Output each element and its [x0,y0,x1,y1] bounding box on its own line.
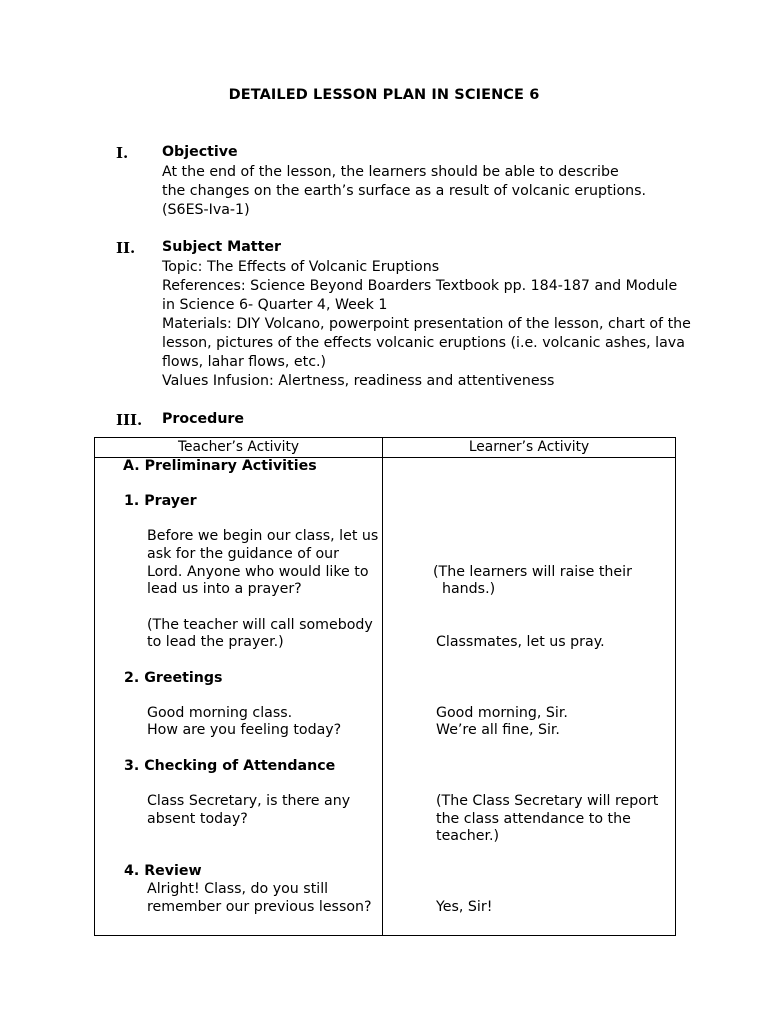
teacher-line: Alright! Class, do you still [147,881,329,897]
teacher-line: to lead the prayer.) [147,634,284,650]
teacher-line: Lord. Anyone who would like to [147,564,369,580]
objective-line: (S6ES-Iva-1) [162,202,250,218]
table-header-row [95,438,676,458]
subject-matter-line: lesson, pictures of the effects volcanic eruptions (i.e. volcanic ashes, lava [162,335,685,351]
teacher-line: How are you feeling today? [147,722,342,738]
teacher-line: Good morning class. [147,705,293,721]
learner-activity-header: Learner’s Activity [383,438,676,458]
teacher-activity-header: Teacher’s Activity [95,438,383,458]
document-title: DETAILED LESSON PLAN IN SCIENCE 6 [228,87,540,103]
learner-line: the class attendance to the [436,811,631,827]
objective-line: At the end of the lesson, the learners should be able to describe [162,164,619,180]
learner-line: hands.) [442,581,496,597]
learner-line: (The Class Secretary will report [436,793,659,809]
subject-matter-line: Materials: DIY Volcano, powerpoint presentation of the lesson, chart of the [162,316,691,332]
teacher-line: (The teacher will call somebody [147,617,373,633]
subject-matter-heading: Subject Matter [162,239,281,255]
procedure-heading: Procedure [162,411,245,427]
teacher-line: Before we begin our class, let us [147,528,379,544]
subject-matter-line: in Science 6- Quarter 4, Week 1 [162,297,388,313]
subject-matter-line: Topic: The Effects of Volcanic Eruptions [162,259,440,275]
preliminary-activities-heading: A. Preliminary Activities [123,458,317,474]
prayer-heading: 1. Prayer [124,493,197,509]
subject-matter-numeral: II. [116,239,136,257]
procedure-table [94,437,676,936]
teacher-line: remember our previous lesson? [147,899,372,915]
learner-line: teacher.) [436,828,500,844]
teacher-activity-cell [95,458,383,936]
teacher-line: Class Secretary, is there any [147,793,351,809]
objective-line: the changes on the earth’s surface as a result of volcanic eruptions. [162,183,647,199]
review-heading: 4. Review [124,863,202,879]
subject-matter-line: flows, lahar flows, etc.) [162,354,327,370]
greetings-heading: 2. Greetings [124,670,223,686]
attendance-heading: 3. Checking of Attendance [124,758,336,774]
learner-activity-cell [383,458,676,936]
subject-matter-line: Values Infusion: Alertness, readiness and attentiveness [162,373,555,389]
table-body-row [95,458,676,936]
learner-line: We’re all fine, Sir. [436,722,560,738]
teacher-line: absent today? [147,811,248,827]
subject-matter-line: References: Science Beyond Boarders Textbook pp. 184-187 and Module [162,278,678,294]
learner-line: Classmates, let us pray. [436,634,605,650]
learner-line: Yes, Sir! [436,899,493,915]
teacher-line: lead us into a prayer? [147,581,302,597]
teacher-line: ask for the guidance of our [147,546,339,562]
objective-numeral: I. [116,144,129,162]
procedure-numeral: III. [116,411,143,429]
learner-line: Good morning, Sir. [436,705,568,721]
learner-line: (The learners will raise their [433,564,632,580]
objective-heading: Objective [162,144,238,160]
